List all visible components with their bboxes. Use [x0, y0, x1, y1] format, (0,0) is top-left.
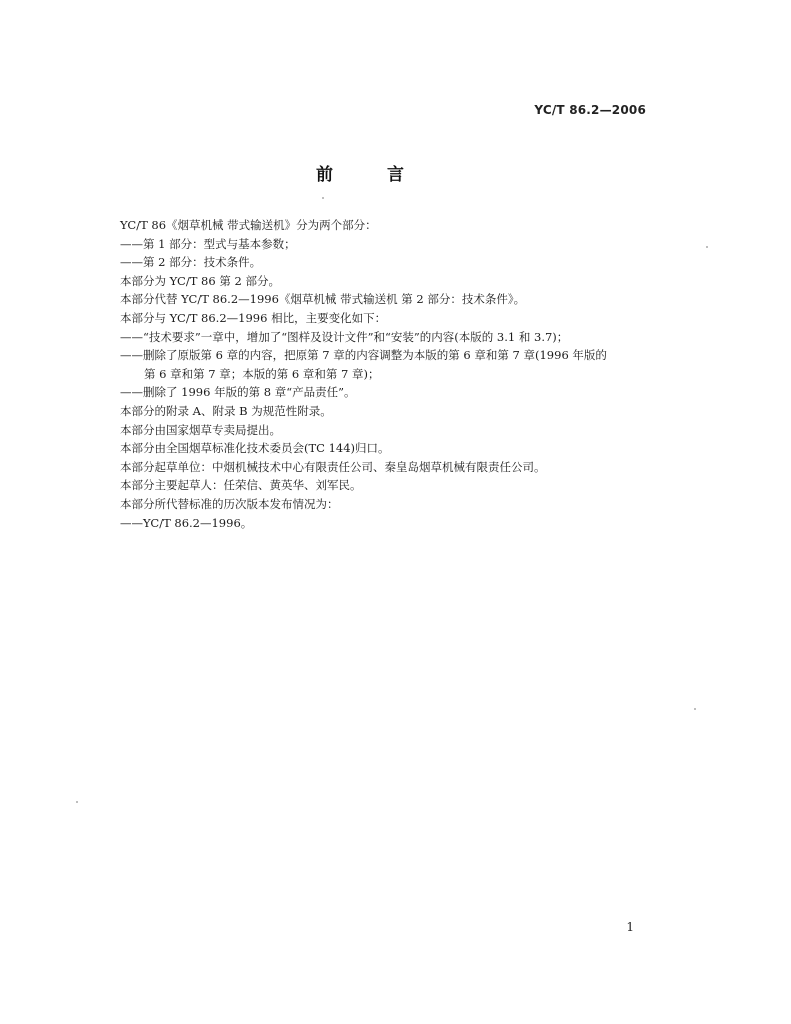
- foreword-line: ——删除了 1996 年版的第 8 章“产品责任”。: [120, 385, 356, 400]
- foreword-line: 本部分与 YC/T 86.2—1996 相比，主要变化如下：: [120, 310, 387, 325]
- foreword-line: ——第 2 部分：技术条件。: [120, 255, 262, 270]
- foreword-line: 本部分主要起草人：任荣信、黄英华、刘军民。: [120, 478, 362, 493]
- foreword-line: 本部分的附录 A、附录 B 为规范性附录。: [120, 403, 332, 418]
- foreword-line: 本部分起草单位：中烟机械技术中心有限责任公司、秦皇岛烟草机械有限责任公司。: [120, 459, 546, 474]
- standard-code: YC/T 86.2—2006: [534, 103, 646, 117]
- foreword-line: 本部分由全国烟草标准化技术委员会(TC 144)归口。: [120, 441, 390, 456]
- page-number: 1: [626, 920, 634, 934]
- foreword-line: 第 6 章和第 7 章；本版的第 6 章和第 7 章)；: [144, 366, 380, 381]
- foreword-line: 本部分为 YC/T 86 第 2 部分。: [120, 273, 280, 288]
- foreword-line: YC/T 86《烟草机械 带式输送机》分为两个部分：: [120, 218, 377, 232]
- foreword-line: ——YC/T 86.2—1996。: [120, 515, 253, 530]
- foreword-line: ——第 1 部分：型式与基本参数；: [120, 236, 296, 251]
- foreword-line: 本部分由国家烟草专卖局提出。: [120, 422, 281, 437]
- foreword-body: [120, 216, 660, 532]
- page-title: 前 言: [316, 165, 428, 185]
- scan-speck: [694, 708, 696, 710]
- foreword-line: ——“技术要求”一章中，增加了“图样及设计文件”和“安装”的内容(本版的 3.1 和 3.7)；: [120, 329, 569, 344]
- scan-speck: [322, 197, 324, 199]
- scan-speck: [76, 801, 78, 803]
- scan-speck: [706, 246, 708, 248]
- foreword-line: 本部分代替 YC/T 86.2—1996《烟草机械 带式输送机 第 2 部分：技术条件》。: [120, 292, 526, 307]
- foreword-line: 本部分所代替标准的历次版本发布情况为：: [120, 496, 339, 511]
- foreword-line: ——删除了原版第 6 章的内容，把原第 7 章的内容调整为本版的第 6 章和第 7 章(1996 年版的: [120, 348, 607, 363]
